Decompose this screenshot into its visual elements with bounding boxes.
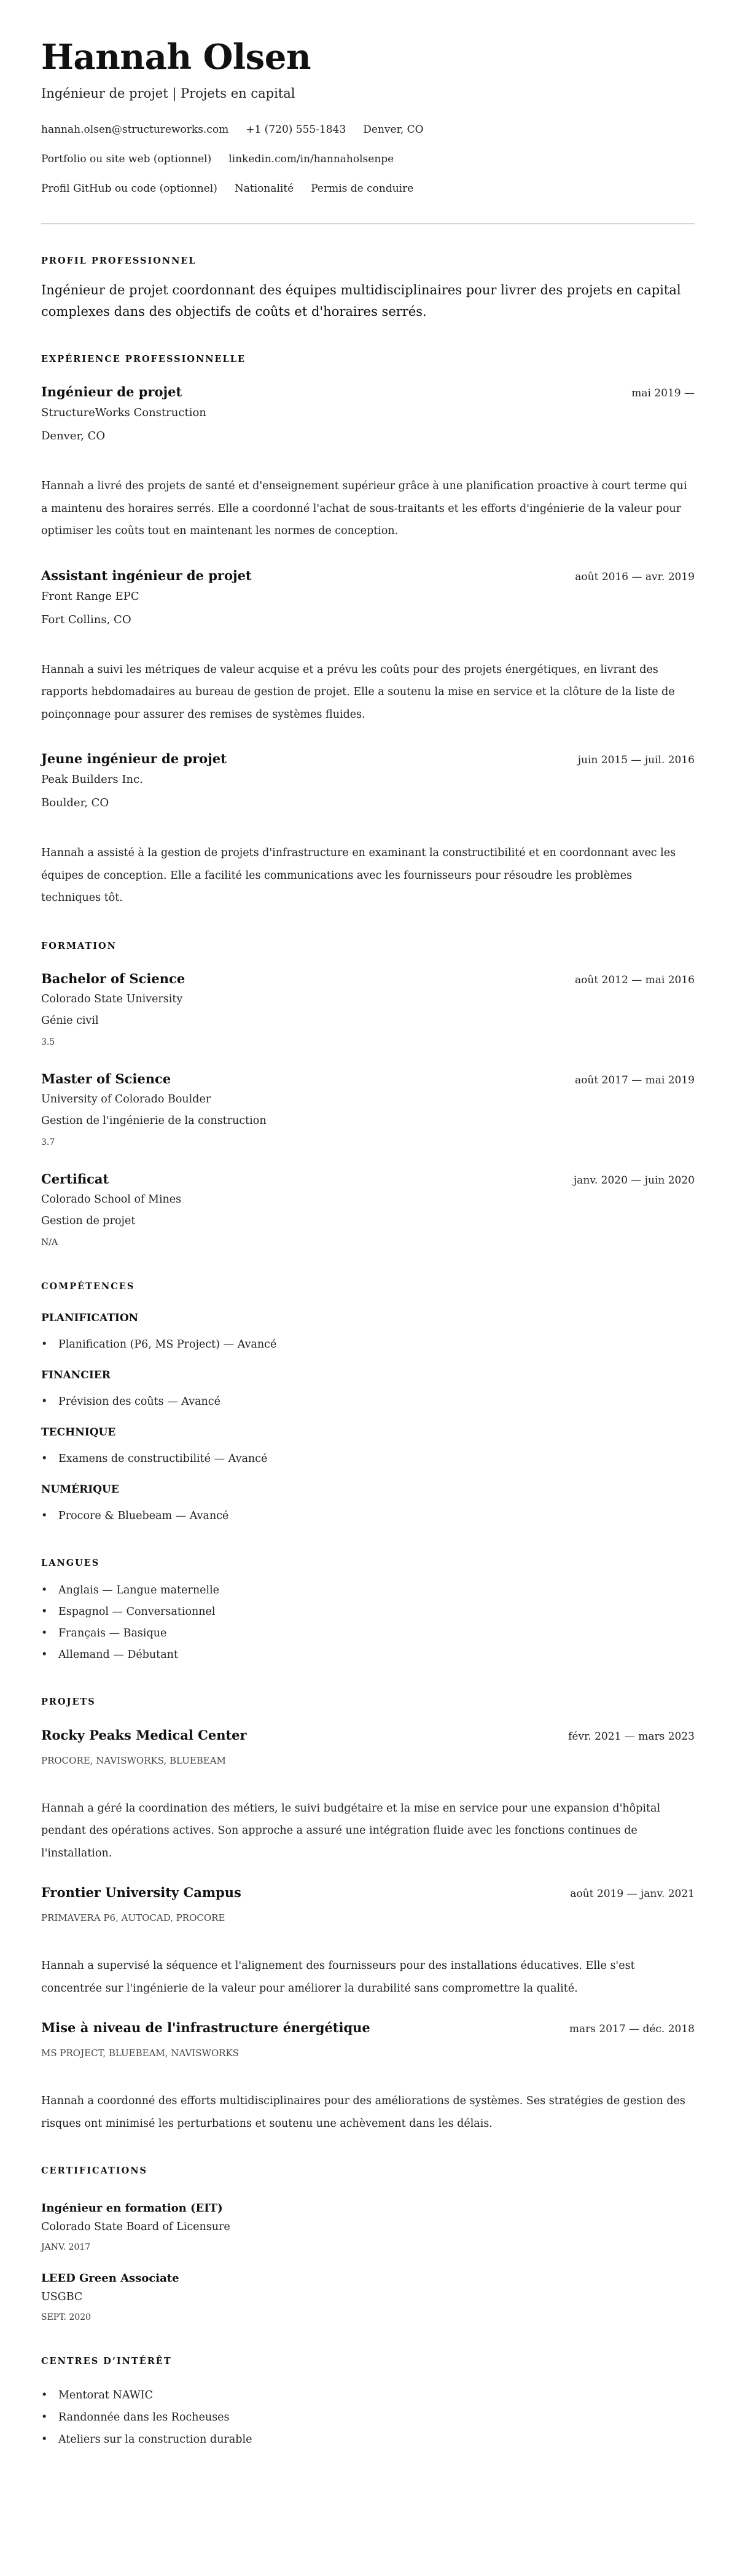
project-description: Hannah a géré la coordination des métiers, le suivi budgétaire et la mise en service pour une expansion d'hôpital pendant des opérations actives. Son approche a assuré une intégration fluide avec les fonctions continues de l'installation. — [41, 1802, 661, 1859]
field-of-study: Gestion de l'ingénierie de la construction — [41, 1114, 267, 1127]
project-technologies: PRIMAVERA P6, AUTOCAD, PROCORE — [41, 1912, 225, 1923]
skill-items — [41, 1392, 695, 1411]
section-heading-interests: CENTRES D’INTÉRÊT — [41, 2356, 172, 2366]
certifications-list — [41, 2201, 695, 2327]
skill-category: NUMÉRIQUE — [41, 1483, 119, 1496]
job-entry — [41, 566, 695, 726]
language-item: • Français — Basique — [41, 1623, 695, 1644]
summary-text: Ingénieur de projet coordonnant des équipes multidisciplinaires pour livrer des projets en capital complexes dans des objectifs de coûts et d'horaires serrés. — [41, 283, 681, 319]
job-dates: août 2016 — avr. 2019 — [575, 570, 695, 583]
header-divider — [41, 223, 695, 224]
project-dates: août 2019 — janv. 2021 — [570, 1888, 695, 1900]
education-list — [41, 969, 695, 1254]
skill-item: • Planification (P6, MS Project) — Avancé — [41, 1335, 695, 1354]
job-title: Assistant ingénieur de projet — [41, 567, 252, 583]
education-dates: août 2012 — mai 2016 — [575, 973, 695, 986]
certification-date: SEPT. 2020 — [41, 2312, 92, 2322]
contact-info — [41, 115, 695, 203]
language-item: • Espagnol — Conversationnel — [41, 1601, 695, 1623]
job-header — [41, 749, 695, 769]
certification-issuer: USGBC — [41, 2291, 83, 2303]
field-of-study: Gestion de projet — [41, 1214, 136, 1227]
headline: Ingénieur de projet | Projets en capital — [41, 86, 295, 101]
project-name: Mise à niveau de l'infrastructure énergétique — [41, 2020, 370, 2035]
section-heading-languages: LANGUES — [41, 1557, 100, 1568]
job-entry — [41, 382, 695, 543]
education-entry — [41, 1069, 695, 1153]
language-item: • Allemand — Débutant — [41, 1644, 695, 1666]
interest-item: • Randonnée dans les Rocheuses — [41, 2406, 695, 2429]
section-heading-experience: EXPÉRIENCE PROFESSIONNELLE — [41, 354, 246, 364]
skill-category: FINANCIER — [41, 1368, 111, 1381]
company-name: StructureWorks Construction — [41, 406, 206, 419]
section-heading-projects: PROJETS — [41, 1696, 96, 1707]
skill-items — [41, 1335, 695, 1354]
education-header — [41, 1069, 695, 1089]
certification-issuer: Colorado State Board of Licensure — [41, 2221, 230, 2233]
education-header — [41, 1169, 695, 1189]
candidate-name: Hannah Olsen — [41, 37, 311, 77]
education-entry — [41, 969, 695, 1053]
skill-item: • Procore & Bluebeam — Avancé — [41, 1507, 695, 1525]
interest-item: • Mentorat NAWIC — [41, 2384, 695, 2406]
gpa: 3.5 — [41, 1037, 55, 1047]
driving-license: Permis de conduire — [311, 183, 414, 195]
project-entry — [41, 1726, 695, 1865]
skill-items — [41, 1450, 695, 1468]
school-name: Colorado School of Mines — [41, 1193, 182, 1206]
project-entry — [41, 2018, 695, 2135]
job-location: Fort Collins, CO — [41, 613, 131, 626]
job-description: Hannah a livré des projets de santé et d'enseignement supérieur grâce à une planification proactive à court terme qui a maintenu des horaires serrés. Elle a coordonné l'achat de sous-traitants et les efforts d'ingénierie de la valeur pour optimiser les coûts tout en maintenant les normes de conception. — [41, 480, 687, 537]
school-name: Colorado State University — [41, 992, 183, 1005]
project-dates: mars 2017 — déc. 2018 — [569, 2023, 695, 2035]
skill-item: • Prévision des coûts — Avancé — [41, 1392, 695, 1411]
job-dates: juin 2015 — juil. 2016 — [577, 754, 695, 766]
certification-date: JANV. 2017 — [41, 2242, 91, 2252]
company-name: Peak Builders Inc. — [41, 773, 143, 786]
certification-entry — [41, 2271, 695, 2327]
job-location: Boulder, CO — [41, 796, 109, 809]
project-header — [41, 1726, 695, 1745]
certification-name: Ingénieur en formation (EIT) — [41, 2202, 223, 2215]
skill-items — [41, 1507, 695, 1525]
job-description: Hannah a suivi les métriques de valeur acquise et a prévu les coûts pour des projets énergétiques, en livrant des rapports hebdomadaires au bureau de gestion de projet. Elle a soutenu la mise en service et la clôture de la liste de poinçonnage pour assurer des remises de systèmes fluides. — [41, 663, 675, 721]
project-description: Hannah a supervisé la séquence et l'alignement des fournisseurs pour des installations éducatives. Elle s'est concentrée sur l'ingénierie de la valeur pour améliorer la durabilité sans compromettre la qualité. — [41, 1960, 635, 1995]
section-heading-skills: COMPÉTENCES — [41, 1281, 135, 1292]
company-name: Front Range EPC — [41, 589, 139, 603]
degree: Bachelor of Science — [41, 970, 185, 986]
project-name: Rocky Peaks Medical Center — [41, 1727, 247, 1743]
location: Denver, CO — [363, 124, 424, 136]
interest-item: • Ateliers sur la construction durable — [41, 2429, 695, 2451]
gpa: 3.7 — [41, 1137, 55, 1147]
degree: Certificat — [41, 1171, 109, 1187]
project-name: Frontier University Campus — [41, 1885, 241, 1900]
skill-category: TECHNIQUE — [41, 1426, 116, 1439]
linkedin-link[interactable]: linkedin.com/in/hannaholsenpe — [228, 153, 394, 165]
language-item: • Anglais — Langue maternelle — [41, 1580, 695, 1601]
contact-row — [41, 115, 695, 144]
job-dates: mai 2019 — — [631, 387, 695, 399]
education-header — [41, 969, 695, 989]
interests-list — [41, 2384, 695, 2451]
certification-entry — [41, 2201, 695, 2256]
project-technologies: MS PROJECT, BLUEBEAM, NAVISWORKS — [41, 2048, 240, 2059]
skill-category: PLANIFICATION — [41, 1311, 139, 1324]
job-description: Hannah a assisté à la gestion de projets d'infrastructure en examinant la constructibilité et en coordonnant avec les équipes de conception. Elle a facilité les communications avec les fournisseurs pour résoudre les problèmes techniques tôt. — [41, 847, 676, 904]
portfolio-link[interactable]: Portfolio ou site web (optionnel) — [41, 153, 212, 165]
education-entry — [41, 1169, 695, 1254]
phone: +1 (720) 555-1843 — [246, 124, 346, 136]
projects-list — [41, 1726, 695, 2135]
contact-row — [41, 144, 695, 174]
project-description: Hannah a coordonné des efforts multidisciplinaires pour des améliorations de systèmes. Ses stratégies de gestion des risques ont minimisé les perturbations et soutenu une achèvement dans les délais. — [41, 2095, 685, 2130]
github-link[interactable]: Profil GitHub ou code (optionnel) — [41, 183, 217, 195]
education-dates: août 2017 — mai 2019 — [575, 1074, 695, 1086]
degree: Master of Science — [41, 1070, 171, 1086]
job-header — [41, 382, 695, 402]
job-location: Denver, CO — [41, 430, 106, 442]
project-entry — [41, 1883, 695, 2000]
section-heading-summary: PROFIL PROFESSIONNEL — [41, 256, 197, 266]
project-header — [41, 1883, 695, 1903]
project-header — [41, 2018, 695, 2038]
email-link[interactable]: hannah.olsen@structureworks.com — [41, 124, 229, 136]
gpa: N/A — [41, 1237, 58, 1247]
job-header — [41, 566, 695, 586]
section-heading-education: FORMATION — [41, 940, 117, 951]
project-dates: févr. 2021 — mars 2023 — [568, 1730, 695, 1743]
field-of-study: Génie civil — [41, 1014, 99, 1027]
job-title: Jeune ingénieur de projet — [41, 751, 227, 766]
project-technologies: PROCORE, NAVISWORKS, BLUEBEAM — [41, 1754, 226, 1766]
education-dates: janv. 2020 — juin 2020 — [573, 1174, 695, 1187]
nationality: Nationalité — [234, 183, 294, 195]
certification-name: LEED Green Associate — [41, 2272, 179, 2285]
skills-list — [41, 1311, 695, 1525]
job-title: Ingénieur de projet — [41, 384, 182, 399]
job-entry — [41, 749, 695, 909]
section-heading-certifications: CERTIFICATIONS — [41, 2166, 147, 2176]
experience-list — [41, 382, 695, 909]
skill-item: • Examens de constructibilité — Avancé — [41, 1450, 695, 1468]
languages-list — [41, 1580, 695, 1666]
contact-row — [41, 174, 695, 203]
school-name: University of Colorado Boulder — [41, 1093, 211, 1105]
